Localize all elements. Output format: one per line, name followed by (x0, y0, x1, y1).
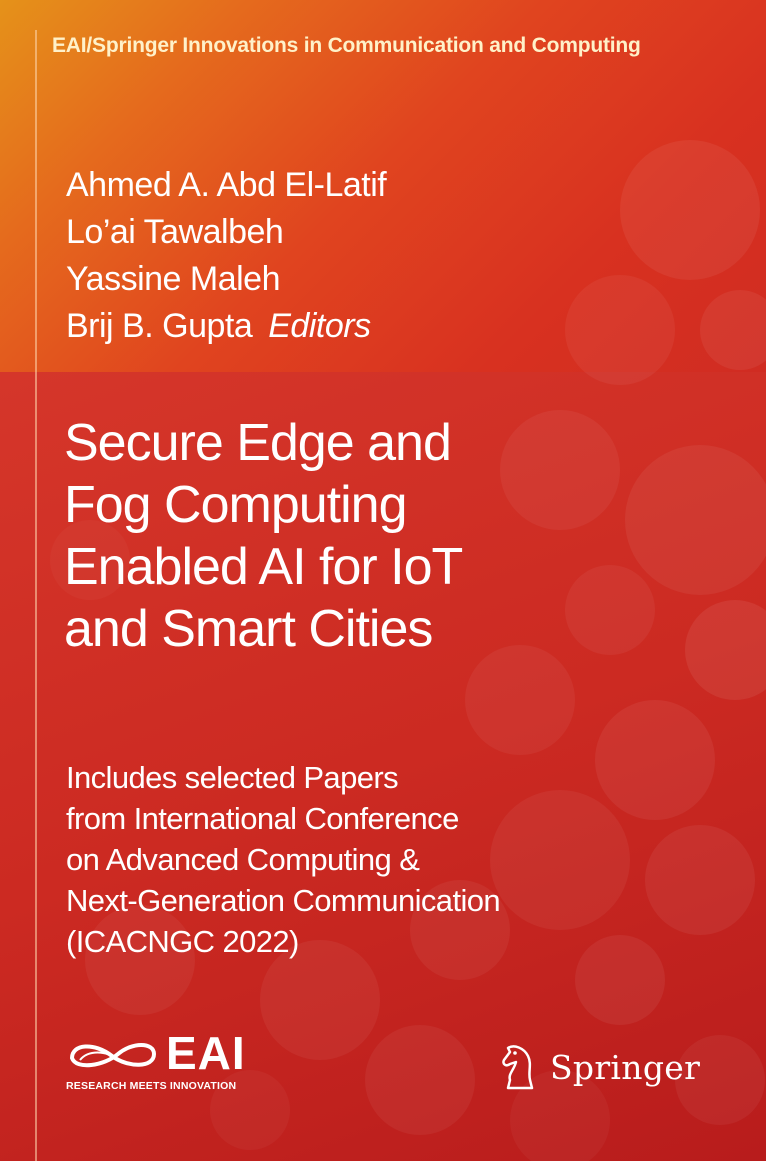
title-line: Enabled AI for IoT (64, 538, 463, 596)
eai-logo (66, 1028, 266, 1098)
series-title: EAI/Springer Innovations in Communication and Computing (52, 34, 641, 57)
subtitle-line: from International Conference (66, 801, 459, 836)
decorative-vertical-line (35, 30, 37, 1161)
editors-role-label: Editors (268, 307, 371, 345)
title-line: and Smart Cities (64, 600, 433, 658)
subtitle-line: (ICACNGC 2022) (66, 924, 299, 959)
subtitle-line: on Advanced Computing & (66, 842, 420, 877)
eai-wordmark: EAI (166, 1027, 246, 1079)
title-line: Secure Edge and (64, 414, 451, 472)
editor-name: Brij B. Gupta (66, 307, 253, 345)
editor-name: Lo’ai Tawalbeh (66, 213, 284, 251)
editors-block (66, 162, 716, 350)
subtitle-line: Includes selected Papers (66, 760, 398, 795)
subtitle-line: Next-Generation Communication (66, 883, 501, 918)
editor-name: Ahmed A. Abd El-Latif (66, 166, 387, 204)
infinity-loop-icon (66, 1032, 162, 1078)
book-subtitle (66, 757, 746, 962)
title-line: Fog Computing (64, 476, 407, 534)
book-title (64, 412, 744, 660)
springer-wordmark: Springer (550, 1048, 701, 1087)
springer-logo (498, 1038, 708, 1098)
editor-name: Yassine Maleh (66, 260, 280, 298)
eai-tagline: RESEARCH MEETS INNOVATION (66, 1080, 237, 1092)
chess-knight-icon (498, 1040, 542, 1092)
